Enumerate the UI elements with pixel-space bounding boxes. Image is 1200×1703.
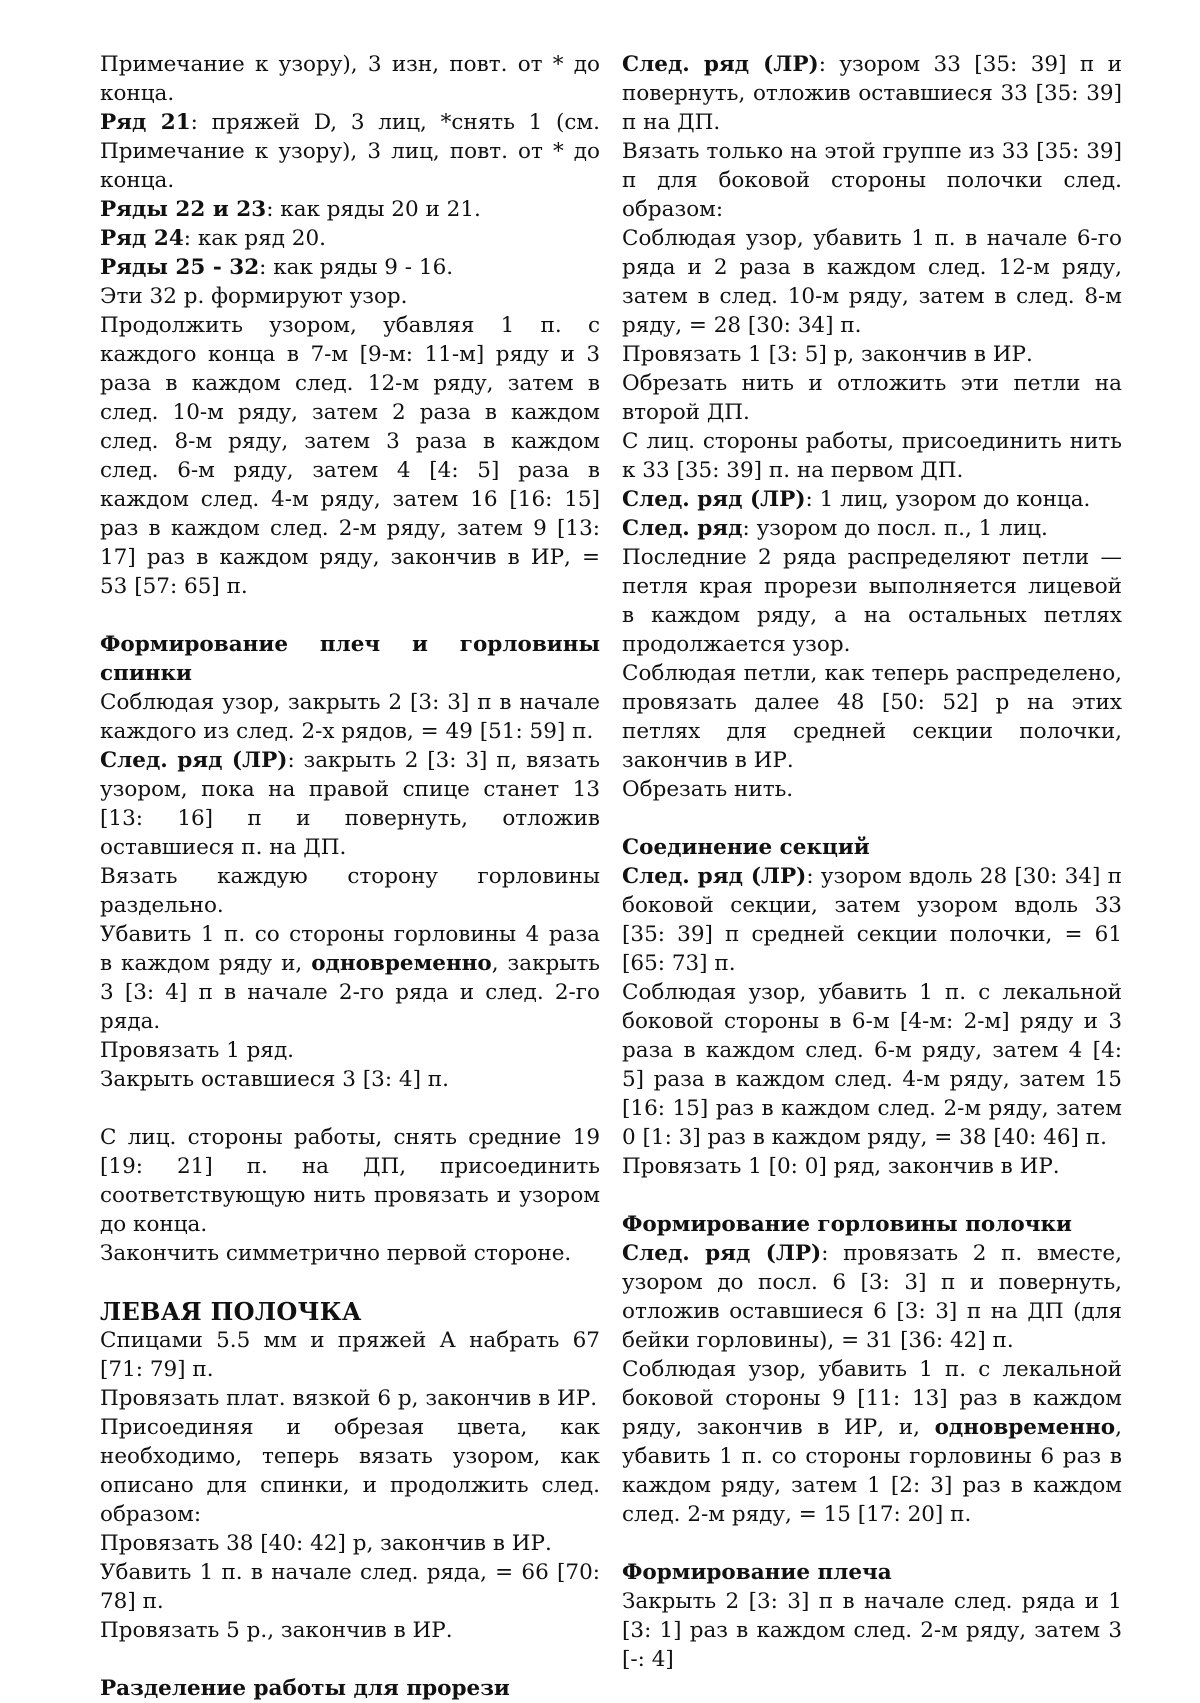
spacer	[100, 601, 600, 630]
paragraph-rows-22-23	[100, 195, 600, 224]
section-heading: Формирование плеча	[622, 1560, 892, 1585]
paragraph: Провязать 5 р., закончив в ИР.	[100, 1618, 453, 1643]
paragraph: Вязать только на этой группе из 33 [35: 39] п для боковой стороны полочки след. образом:	[622, 139, 1122, 222]
paragraph: Спицами 5.5 мм и пряжей А набрать 67 [71: 79] п.	[100, 1328, 600, 1382]
paragraph: Вязать каждую сторону горловины раздельно.	[100, 864, 600, 918]
row-label: Ряды 25 - 32	[100, 255, 260, 280]
paragraph: Продолжить узором, убавляя 1 п. с каждого конца в 7-м [9-м: 11-м] ряду и 3 раза в каждом след. 12-м ряду, затем в след. 10-м ряду, затем 2 раза в каждом след. 8-м ряду, затем 3 раза в каждом след. 6-м ряду, затем 4 [4: 5] раза в каждом след. 4-м ряду, затем 16 [16: 15] раз в каждом след. 2-м ряду, затем 9 [13: 17] раз в каждом ряду, закончив в ИР, = 53 [57: 65] п.	[100, 313, 600, 599]
spacer	[622, 1181, 1122, 1210]
left-column	[100, 50, 600, 1703]
emphasis: одновременно	[934, 1415, 1116, 1440]
section-heading: Формирование плеч и горловины спинки	[100, 632, 600, 686]
row-label: След. ряд (ЛР)	[622, 1241, 822, 1266]
row-text: : провязать 2 п. вместе, узором до посл. 6 [3: 3] п и повернуть, отложив оставшиеся 6 [3: 3] п на ДП (для бейки горловины), = 31 [36: 42] п.	[622, 1241, 1122, 1353]
paragraph: Закрыть 2 [3: 3] п в начале след. ряда и 1 [3: 1] раз в каждом след. 2-м ряду, затем 3 [-: 4]	[622, 1589, 1122, 1672]
spacer	[100, 1094, 600, 1123]
row-text: : как ряды 20 и 21.	[266, 197, 481, 222]
paragraph: Убавить 1 п. в начале след. ряда, = 66 [70: 78] п.	[100, 1560, 600, 1614]
section-heading: Разделение работы для прорези	[100, 1676, 510, 1701]
text: Убавить 1 п. со стороны горловины 4 раза в каждом ряду и,	[100, 922, 600, 976]
spacer	[622, 1529, 1122, 1558]
row-text: : пряжей D, 3 лиц, *снять 1 (см. Примечание к узору), 3 лиц, повт. от * до конца.	[100, 110, 600, 193]
paragraph-next-row	[100, 746, 600, 862]
emphasis: одновременно	[311, 951, 492, 976]
paragraph: Последние 2 ряда распределяют петли — петля края прорези выполняется лицевой в каждом ряду, а на остальных петлях продолжается узор.	[622, 545, 1122, 657]
paragraph: Примечание к узору), 3 изн, повт. от * до конца.	[100, 52, 600, 106]
paragraph: Соблюдая узор, убавить 1 п. в начале 6-го ряда и 2 раза в каждом след. 12-м ряду, затем в след. 10-м ряду, затем в след. 8-м ряду, = 28 [30: 34] п.	[622, 226, 1122, 338]
row-text: : закрыть 2 [3: 3] п, вязать узором, пока на правой спице станет 13 [13: 16] п и повернуть, отложив оставшиеся п. на ДП.	[100, 748, 600, 860]
paragraph: Обрезать нить.	[622, 777, 794, 802]
section-heading-large: ЛЕВАЯ ПОЛОЧКА	[100, 1297, 362, 1326]
row-text: : узором вдоль 28 [30: 34] п боковой секции, затем узором вдоль 33 [35: 39] п средней секции полочки, = 61 [65: 73] п.	[622, 864, 1122, 976]
text: , убавить 1 п. со стороны горловины 6 раз в каждом ряду, затем 1 [2: 3] раз в каждом след. 2-м ряду, = 15 [17: 20] п.	[622, 1415, 1122, 1527]
spacer	[100, 1645, 600, 1674]
paragraph-row-21	[100, 108, 600, 195]
row-label: Ряд 21	[100, 110, 191, 135]
row-text: : как ряды 9 - 16.	[259, 255, 454, 280]
paragraph-next-row	[622, 50, 1122, 137]
paragraph: Провязать 38 [40: 42] р, закончив в ИР.	[100, 1531, 552, 1556]
paragraph: Провязать плат. вязкой 6 р, закончив в ИР.	[100, 1386, 598, 1411]
row-text: : 1 лиц, узором до конца.	[805, 487, 1091, 512]
row-text: : узором до посл. п., 1 лиц.	[742, 516, 1048, 541]
paragraph-row-24	[100, 224, 600, 253]
paragraph: Провязать 1 [3: 5] р, закончив в ИР.	[622, 342, 1033, 367]
paragraph-next-row	[622, 485, 1122, 514]
paragraph: Присоединяя и обрезая цвета, как необходимо, теперь вязать узором, как описано для спинки, и продолжить след. образом:	[100, 1415, 600, 1527]
text: , закрыть 3 [3: 4] п в начале 2-го ряда и след. 2-го ряда.	[100, 951, 600, 1034]
paragraph: Соблюдая петли, как теперь распределено, провязать далее 48 [50: 52] р на этих петлях для средней секции полочки, закончив в ИР.	[622, 661, 1122, 773]
paragraph: Обрезать нить и отложить эти петли на второй ДП.	[622, 371, 1122, 425]
right-column	[622, 50, 1122, 1674]
text: Соблюдая узор, убавить 1 п. с лекальной боковой стороны 9 [11: 13] раз в каждом ряду, закончив в ИР, и,	[622, 1357, 1122, 1440]
spacer	[100, 1268, 600, 1297]
paragraph	[622, 1355, 1122, 1529]
row-label: Ряд 24	[100, 226, 184, 251]
section-heading: Формирование горловины полочки	[622, 1212, 1072, 1237]
paragraph: Соблюдая узор, убавить 1 п. с лекальной боковой стороны в 6-м [4-м: 2-м] ряду и 3 раза в каждом след. 6-м ряду, затем 4 [4: 5] раза в каждом след. 4-м ряду, затем 15 [16: 15] раз в каждом след. 2-м ряду, затем 0 [1: 3] раз в каждом ряду, = 38 [40: 46] п.	[622, 980, 1122, 1150]
section-heading: Соединение секций	[622, 835, 870, 860]
row-label: След. ряд	[622, 516, 743, 541]
row-label: След. ряд (ЛР)	[622, 52, 819, 77]
row-label: Ряды 22 и 23	[100, 197, 267, 222]
paragraph: Закрыть оставшиеся 3 [3: 4] п.	[100, 1067, 449, 1092]
row-label: След. ряд (ЛР)	[622, 864, 807, 889]
paragraph-rows-25-32	[100, 253, 600, 282]
row-text: : как ряд 20.	[183, 226, 326, 251]
row-text: : узором 33 [35: 39] п и повернуть, отложив оставшиеся 33 [35: 39] п на ДП.	[622, 52, 1122, 135]
paragraph: Эти 32 р. формируют узор.	[100, 284, 408, 309]
row-label: След. ряд (ЛР)	[622, 487, 806, 512]
paragraph-next-row	[622, 514, 1122, 543]
spacer	[622, 804, 1122, 833]
paragraph: С лиц. стороны работы, присоединить нить к 33 [35: 39] п. на первом ДП.	[622, 429, 1122, 483]
paragraph: Соблюдая узор, закрыть 2 [3: 3] п в начале каждого из след. 2-х рядов, = 49 [51: 59] п.	[100, 690, 600, 744]
paragraph	[100, 920, 600, 1036]
paragraph: Провязать 1 ряд.	[100, 1038, 295, 1063]
paragraph-next-row	[622, 1239, 1122, 1355]
row-label: След. ряд (ЛР)	[100, 748, 288, 773]
paragraph-next-row	[622, 862, 1122, 978]
paragraph: Закончить симметрично первой стороне.	[100, 1241, 572, 1266]
paragraph: Провязать 1 [0: 0] ряд, закончив в ИР.	[622, 1154, 1060, 1179]
paragraph: С лиц. стороны работы, снять средние 19 [19: 21] п. на ДП, присоединить соответствующую нить провязать и узором до конца.	[100, 1125, 600, 1237]
